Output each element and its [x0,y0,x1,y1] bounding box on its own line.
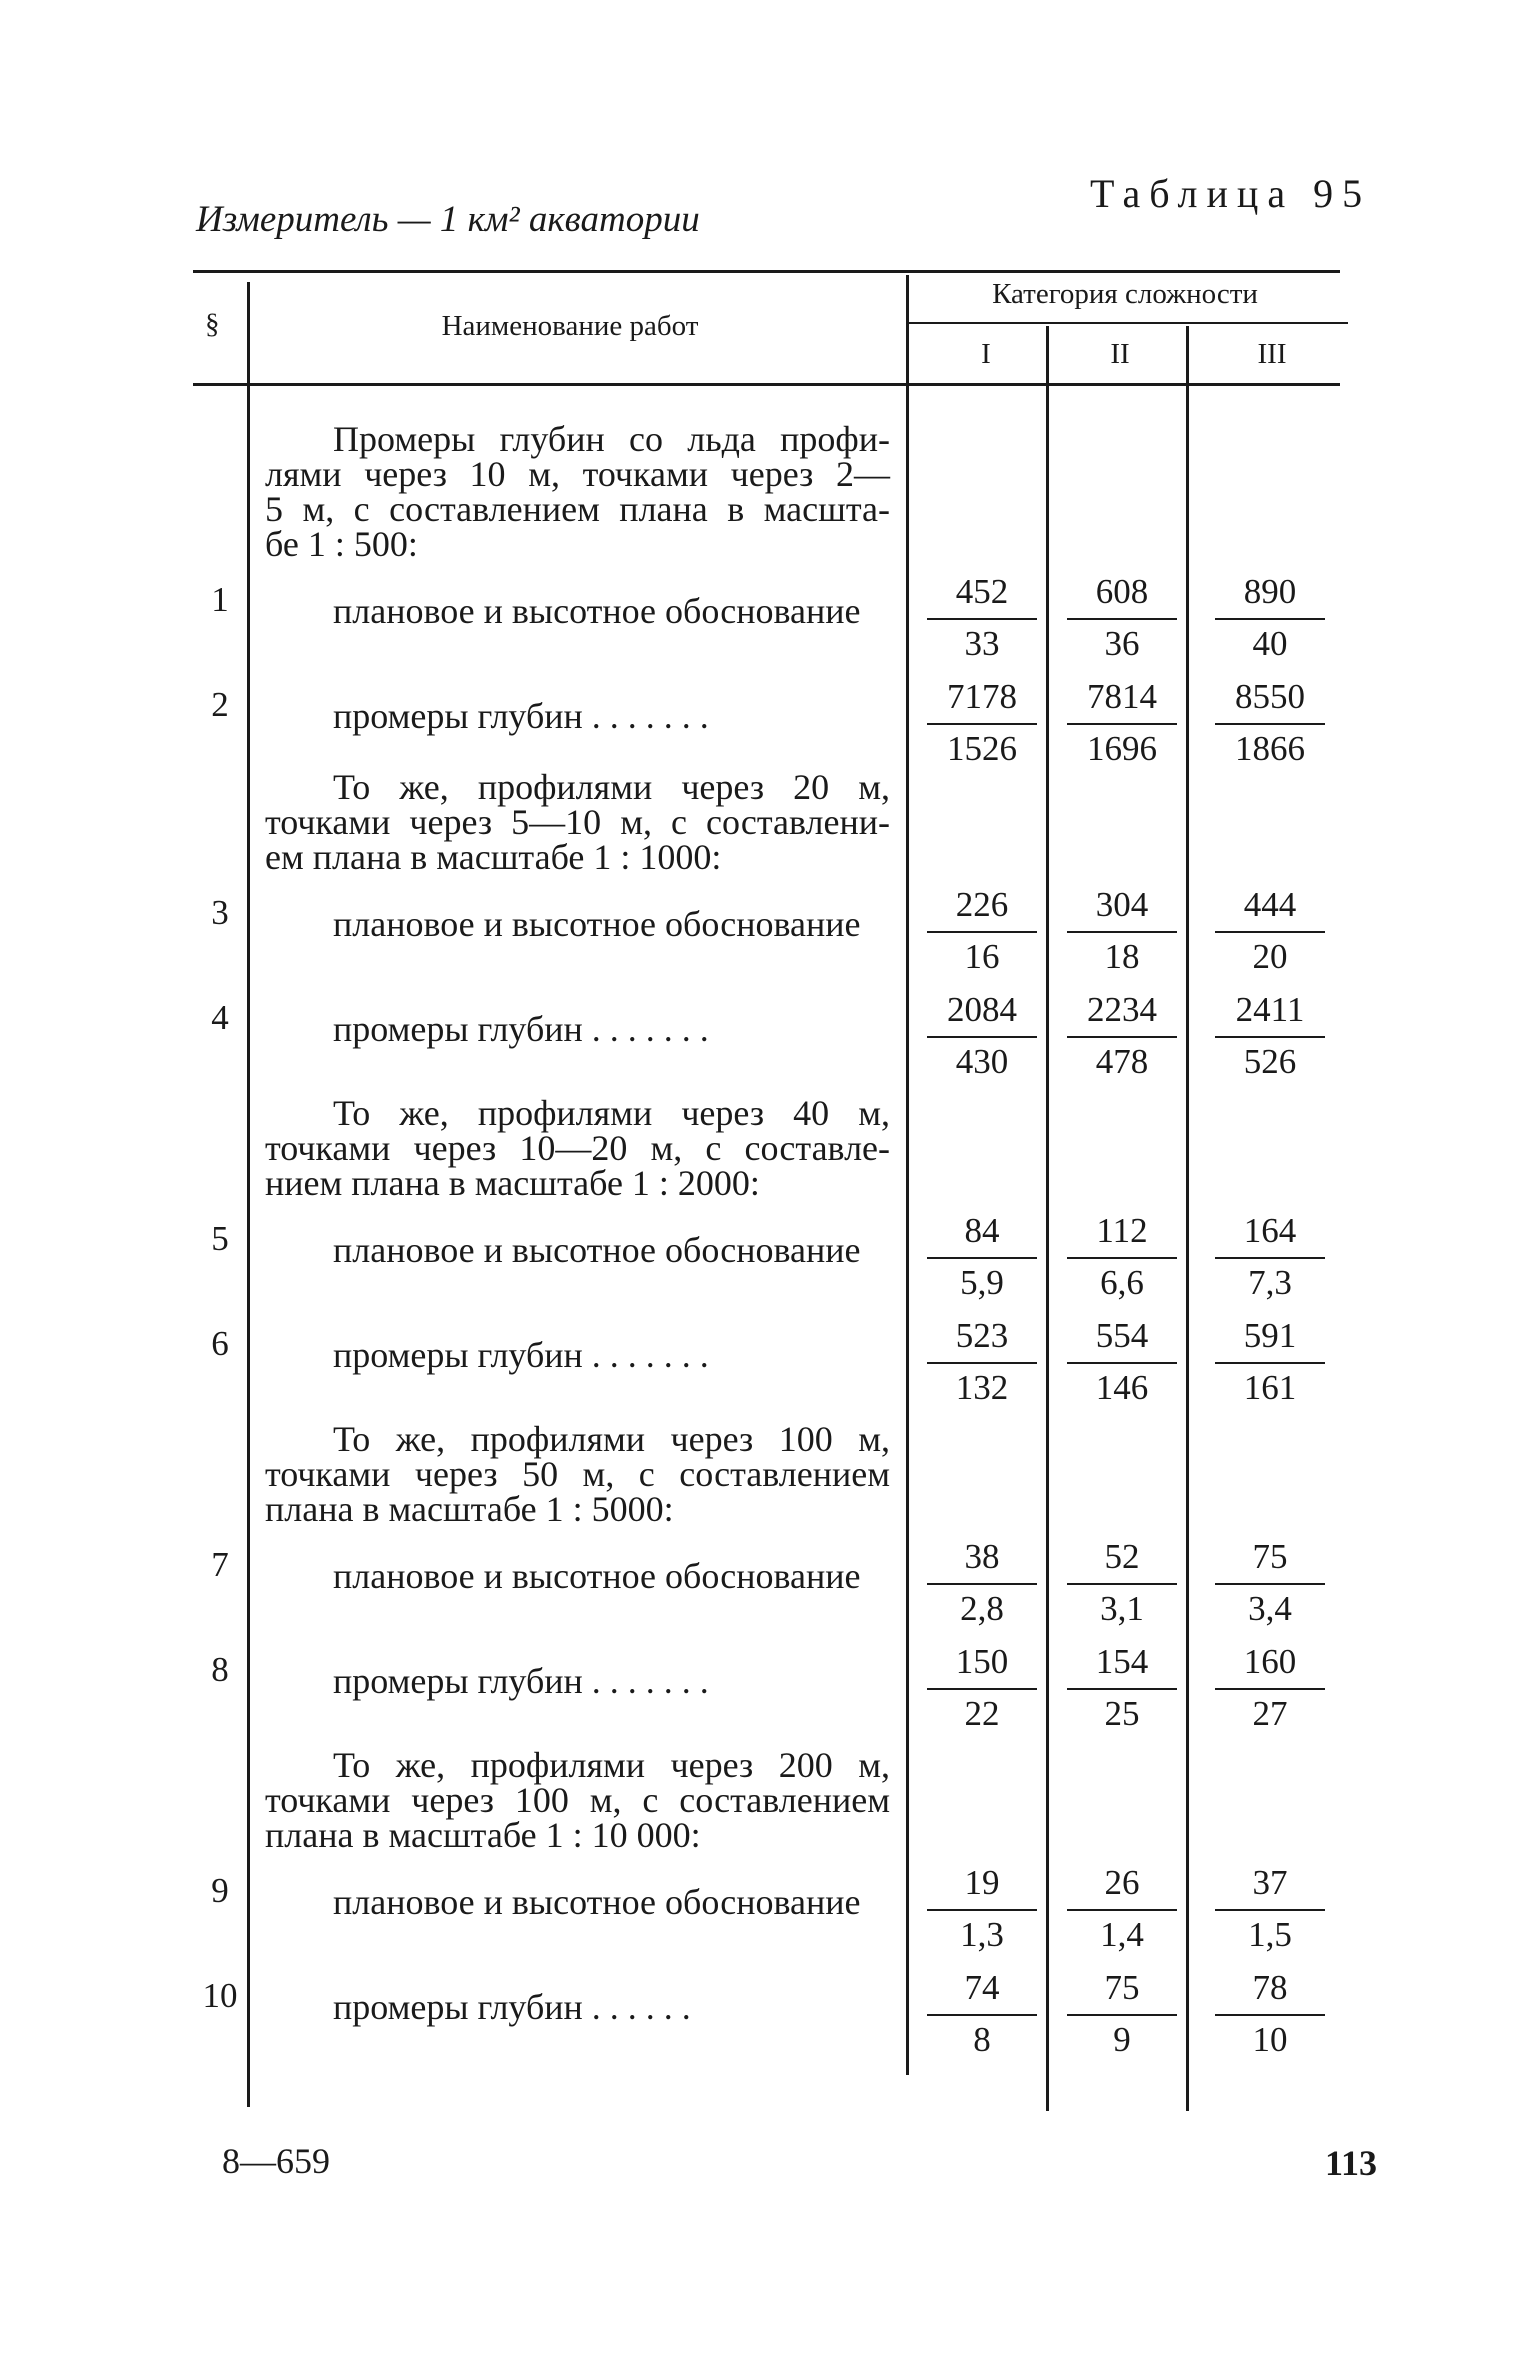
fraction-numerator: 74 [964,1968,1000,2007]
group-description-line: точками через 50 м, с составлением [265,1454,890,1494]
fraction-bar [1067,1362,1177,1364]
fraction-denominator: 430 [955,1042,1009,1081]
fraction-bar [1215,618,1325,620]
row-number: 3 [211,893,229,932]
fraction-numerator: 452 [955,572,1009,611]
fraction-bar [1067,723,1177,725]
fraction-numerator: 8550 [1235,677,1305,716]
col-header-3: III [1257,338,1287,370]
fraction-denominator: 36 [1104,624,1140,663]
fraction-numerator: 78 [1252,1968,1288,2007]
fraction-numerator: 7178 [947,677,1017,716]
fraction-bar [1215,1583,1325,1585]
work-name: промеры глубин . . . . . . . [333,696,709,736]
work-name: промеры глубин . . . . . . . [333,1661,709,1701]
fraction-denominator: 8 [973,2020,991,2059]
fraction-denominator: 526 [1243,1042,1297,1081]
fraction-bar [1215,1688,1325,1690]
fraction-numerator: 523 [955,1316,1009,1355]
category-rule [908,322,1348,324]
group-description-line: точками через 10—20 м, с составле- [265,1128,890,1168]
work-name: плановое и высотное обоснование [333,904,861,944]
work-name: промеры глубин . . . . . . . [333,1335,709,1375]
fraction-bar [927,618,1037,620]
fraction-numerator: 75 [1252,1537,1288,1576]
work-name: плановое и высотное обоснование [333,591,861,631]
fraction-denominator: 9 [1113,2020,1131,2059]
fraction-denominator: 1,4 [1100,1915,1144,1954]
group-description-line: То же, профилями через 40 м, [333,1093,890,1133]
table-title: Таблица 95 [1090,171,1372,216]
fraction-numerator: 608 [1095,572,1149,611]
group-description-line: лями через 10 м, точками через 2— [265,454,890,494]
fraction-bar [927,723,1037,725]
work-name: плановое и высотное обоснование [333,1230,861,1270]
fraction-numerator: 112 [1096,1211,1148,1250]
fraction-denominator: 7,3 [1248,1263,1292,1302]
fraction-bar [1215,723,1325,725]
row-number: 9 [211,1871,229,1910]
fraction-bar [927,1257,1037,1259]
work-name: плановое и высотное обоснование [333,1556,861,1596]
fraction-numerator: 591 [1243,1316,1297,1355]
row-number: 1 [211,580,229,619]
fraction-bar [927,1583,1037,1585]
fraction-numerator: 304 [1095,885,1149,924]
col-header-2: II [1110,338,1130,370]
fraction-denominator: 1696 [1087,729,1157,768]
section-header: § [205,308,220,340]
work-name: промеры глубин . . . . . . [333,1987,691,2027]
row-number: 7 [211,1545,229,1584]
fraction-bar [927,1909,1037,1911]
fraction-denominator: 40 [1252,624,1288,663]
fraction-numerator: 37 [1252,1863,1288,1902]
table-top-rule [193,270,1340,273]
group-description-line: плана в масштабе 1 : 5000: [265,1489,674,1529]
fraction-numerator: 2411 [1235,990,1305,1029]
fraction-numerator: 2234 [1087,990,1157,1029]
fraction-denominator: 161 [1243,1368,1297,1407]
fraction-numerator: 38 [964,1537,1000,1576]
fraction-numerator: 150 [955,1642,1009,1681]
fraction-bar [1067,2014,1177,2016]
row-number: 4 [211,998,229,1037]
fraction-denominator: 6,6 [1100,1263,1144,1302]
meter-caption: Измеритель — 1 км² акватории [196,199,700,240]
fraction-numerator: 7814 [1087,677,1157,716]
row-number: 10 [202,1976,238,2015]
group-description-line: плана в масштабе 1 : 10 000: [265,1815,701,1855]
fraction-bar [927,1688,1037,1690]
fraction-denominator: 1526 [947,729,1017,768]
row-number: 6 [211,1324,229,1363]
fraction-numerator: 2084 [947,990,1017,1029]
fraction-numerator: 154 [1095,1642,1149,1681]
fraction-bar [1067,1688,1177,1690]
fraction-numerator: 890 [1243,572,1297,611]
fraction-denominator: 27 [1252,1694,1288,1733]
category-header: Категория сложности [992,278,1258,310]
fraction-bar [1215,1362,1325,1364]
fraction-numerator: 164 [1243,1211,1297,1250]
group-description-line: бе 1 : 500: [265,524,418,564]
fraction-numerator: 84 [964,1211,1000,1250]
fraction-denominator: 25 [1104,1694,1140,1733]
fraction-bar [927,1036,1037,1038]
work-name: промеры глубин . . . . . . . [333,1009,709,1049]
group-description-line: точками через 100 м, с составлением [265,1780,890,1820]
fraction-denominator: 20 [1252,937,1288,976]
fraction-bar [1215,2014,1325,2016]
fraction-denominator: 16 [964,937,1000,976]
section-column-rule [247,282,250,2107]
fraction-denominator: 33 [964,624,1000,663]
col-header-1: I [981,338,991,370]
fraction-denominator: 1,3 [960,1915,1004,1954]
fraction-numerator: 19 [964,1863,1000,1902]
group-description-line: ем плана в масштабе 1 : 1000: [265,837,722,877]
fraction-bar [1215,1909,1325,1911]
fraction-numerator: 444 [1243,885,1297,924]
fraction-denominator: 3,4 [1248,1589,1292,1628]
fraction-denominator: 2,8 [960,1589,1004,1628]
fraction-bar [1215,1036,1325,1038]
row-number: 5 [211,1219,229,1258]
fraction-numerator: 26 [1104,1863,1140,1902]
fraction-bar [1067,618,1177,620]
page-code: 8—659 [222,2141,330,2181]
fraction-denominator: 5,9 [960,1263,1004,1302]
group-description-line: То же, профилями через 200 м, [333,1745,890,1785]
group-description-line: Промеры глубин со льда профи- [333,419,890,459]
fraction-denominator: 132 [955,1368,1009,1407]
fraction-bar [1067,1909,1177,1911]
row-number: 2 [211,685,229,724]
fraction-denominator: 1866 [1235,729,1305,768]
fraction-denominator: 3,1 [1100,1589,1144,1628]
fraction-numerator: 554 [1095,1316,1149,1355]
name-header: Наименование работ [441,310,699,342]
fraction-bar [1215,1257,1325,1259]
fraction-numerator: 75 [1104,1968,1140,2007]
fraction-bar [1067,1036,1177,1038]
group-description-line: точками через 5—10 м, с составлени- [265,802,890,842]
fraction-numerator: 160 [1243,1642,1297,1681]
work-name: плановое и высотное обоснование [333,1882,861,1922]
fraction-bar [927,2014,1037,2016]
fraction-denominator: 478 [1095,1042,1149,1081]
fraction-denominator: 22 [964,1694,1000,1733]
fraction-bar [927,931,1037,933]
group-description-line: То же, профилями через 20 м, [333,767,890,807]
row-number: 8 [211,1650,229,1689]
name-column-rule [906,275,909,2075]
fraction-denominator: 10 [1252,2020,1288,2059]
fraction-numerator: 226 [955,885,1009,924]
fraction-bar [1215,931,1325,933]
fraction-denominator: 1,5 [1248,1915,1292,1954]
fraction-bar [1067,931,1177,933]
fraction-numerator: 52 [1104,1537,1140,1576]
group-description-line: 5 м, с составлением плана в масшта- [265,489,890,529]
page-number: 113 [1325,2143,1378,2183]
group-description-line: То же, профилями через 100 м, [333,1419,890,1459]
fraction-bar [1067,1257,1177,1259]
group-description-line: нием плана в масштабе 1 : 2000: [265,1163,760,1203]
fraction-denominator: 146 [1095,1368,1149,1407]
fraction-bar [927,1362,1037,1364]
fraction-denominator: 18 [1104,937,1140,976]
header-bottom-rule [193,383,1340,386]
fraction-bar [1067,1583,1177,1585]
